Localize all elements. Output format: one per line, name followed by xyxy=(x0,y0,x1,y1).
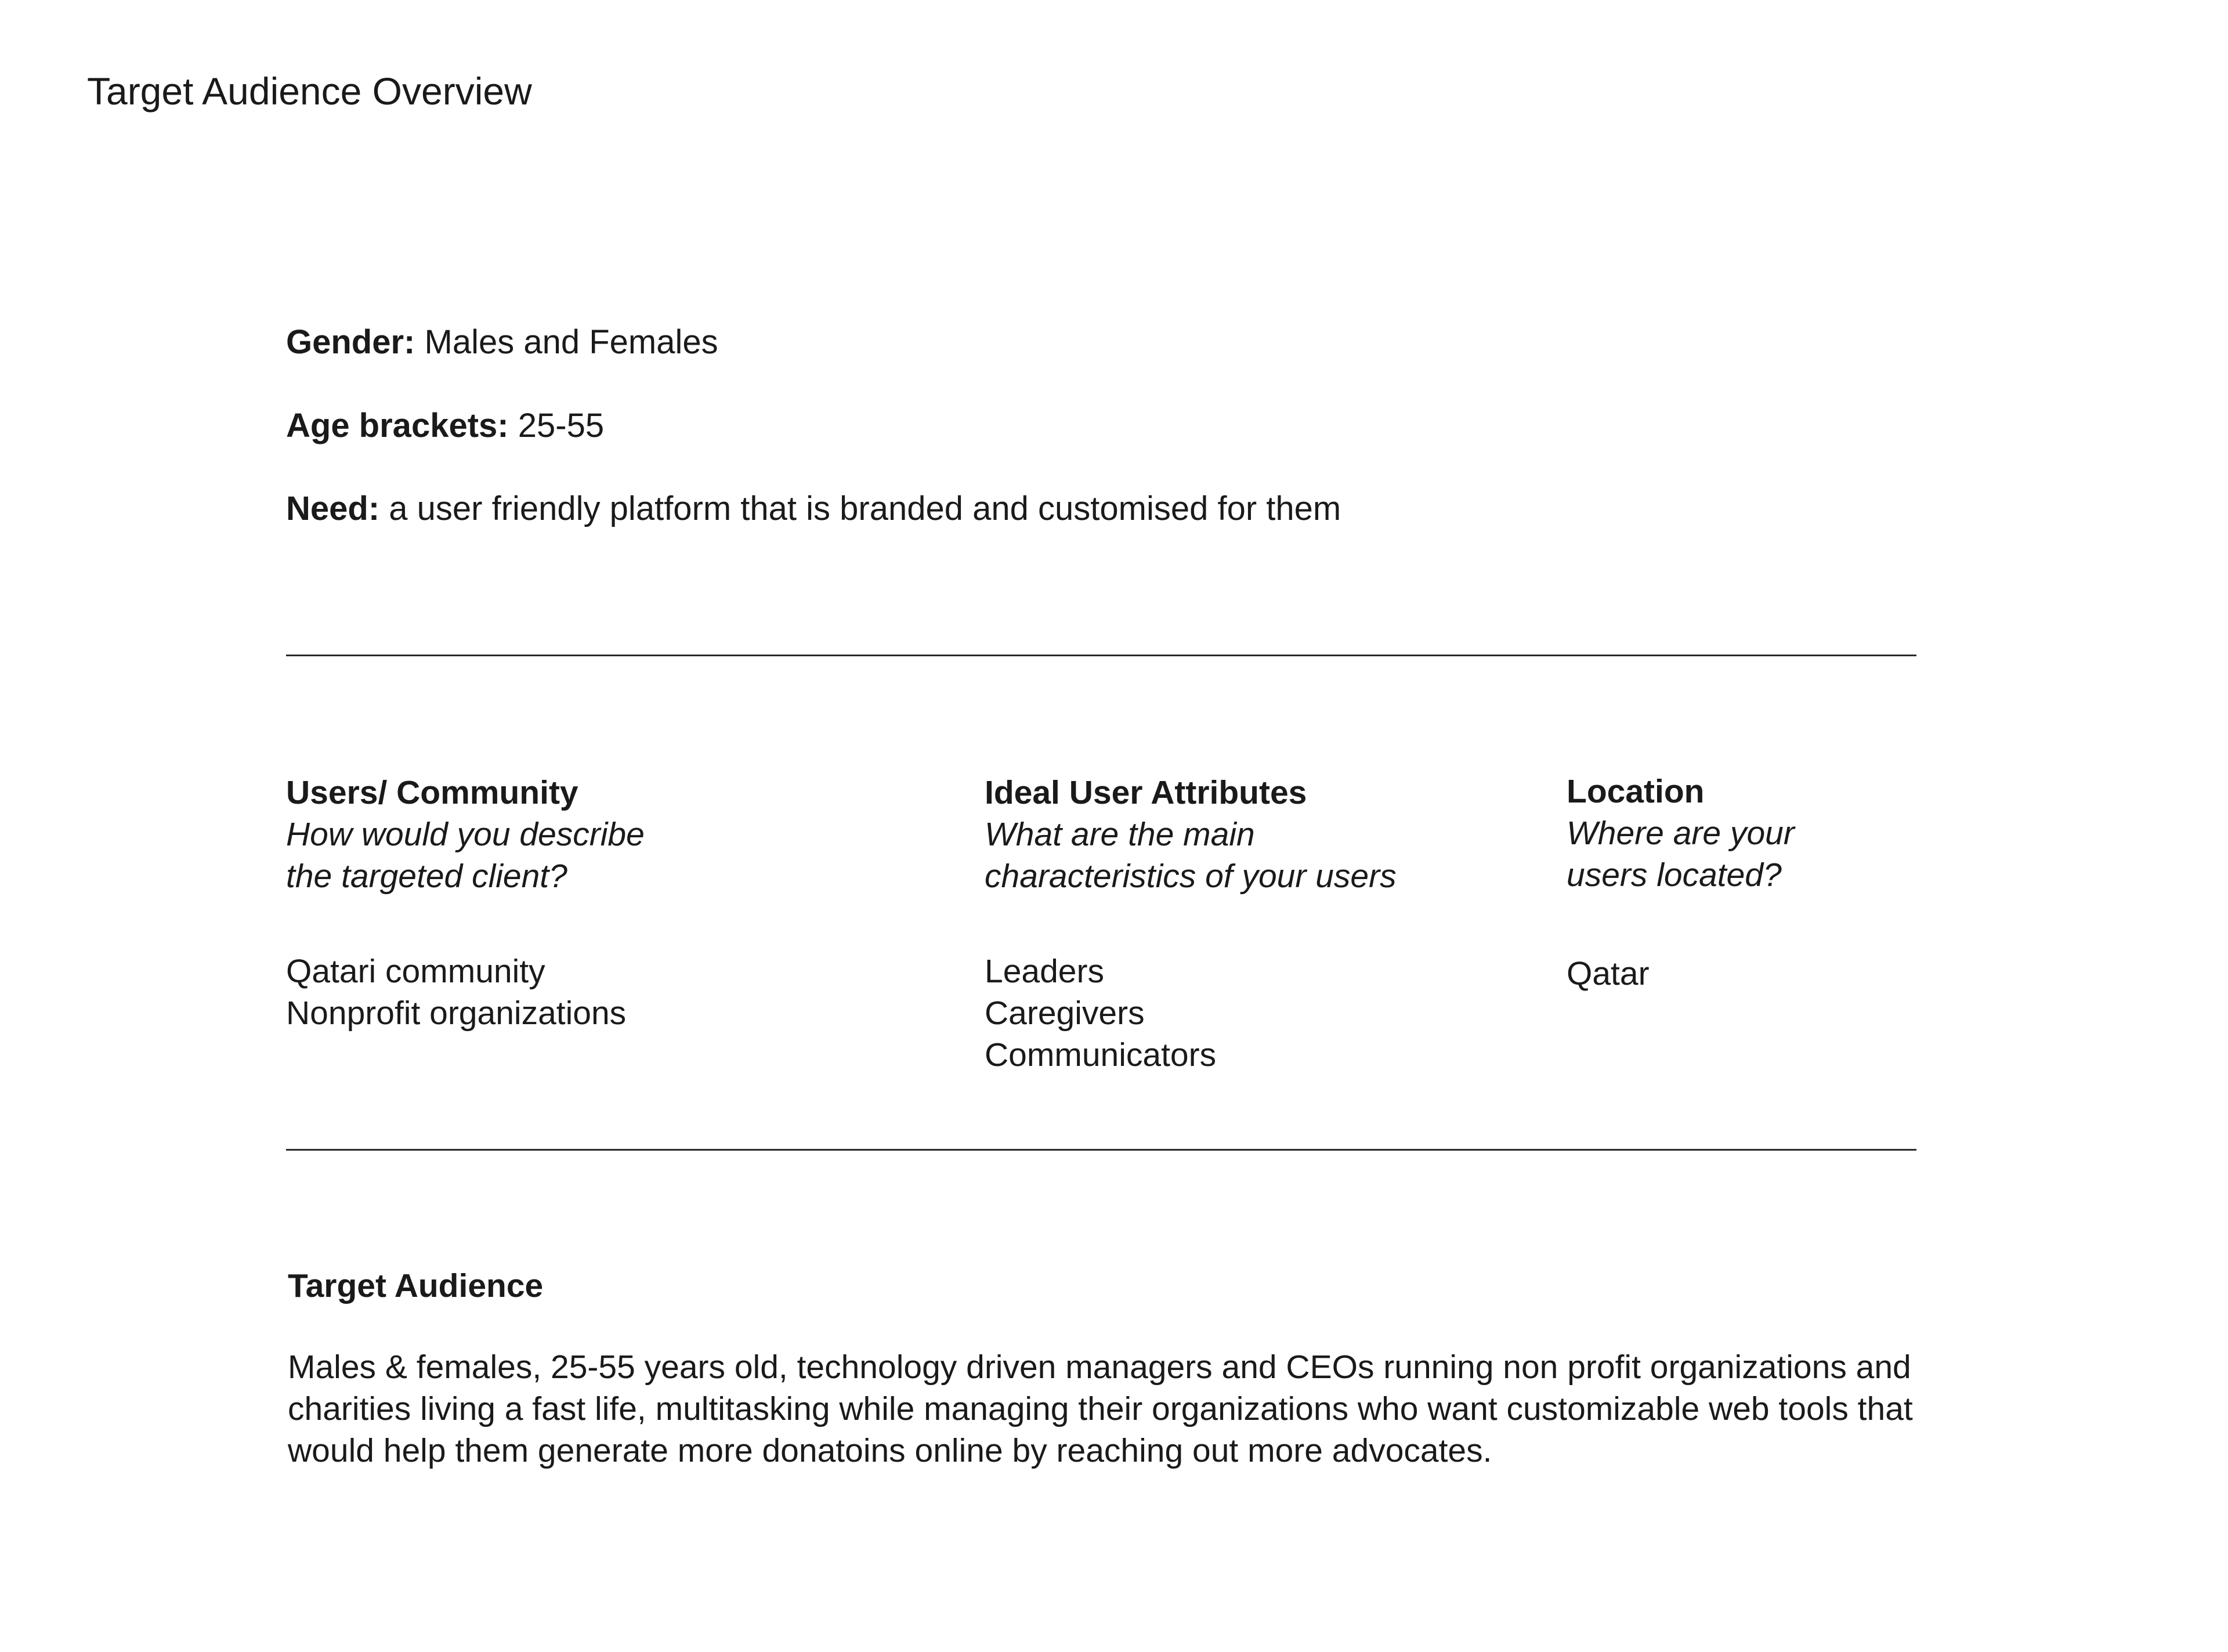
list-item: Leaders xyxy=(985,953,1104,990)
gender-value: Males and Females xyxy=(424,323,718,361)
gender-label: Gender: xyxy=(286,323,415,361)
location-column xyxy=(1567,771,1944,995)
users-question: How would you describe the targeted client? xyxy=(286,816,645,895)
top-divider xyxy=(286,655,1916,656)
list-item: Qatari community xyxy=(286,953,545,990)
attributes-heading: Ideal User Attributes xyxy=(985,774,1307,811)
list-item: Communicators xyxy=(985,1036,1217,1073)
audience-facts xyxy=(286,322,1969,572)
gender-fact xyxy=(286,322,1969,363)
target-audience-description: Males & females, 25-55 years old, technology driven managers and CEOs running non profit organizations and charities living a fast life, multitasking while managing their organizations who want customizable web tools that would help them generate more donatoins online by reaching out more advocates. xyxy=(288,1349,1913,1469)
location-list xyxy=(1567,953,1944,995)
users-heading: Users/ Community xyxy=(286,774,578,811)
need-label: Need: xyxy=(286,490,380,528)
location-heading: Location xyxy=(1567,773,1705,810)
age-value: 25-55 xyxy=(518,406,605,444)
age-label: Age brackets: xyxy=(286,406,509,444)
location-question: Where are your users located? xyxy=(1567,815,1795,894)
target-audience-section xyxy=(288,1265,1959,1472)
attributes-question: What are the main characteristics of your users xyxy=(985,816,1397,895)
users-community-column xyxy=(286,772,953,1034)
bottom-divider xyxy=(286,1149,1916,1151)
need-value: a user friendly platform that is branded and customised for them xyxy=(389,490,1341,528)
need-fact xyxy=(286,489,1969,529)
users-list xyxy=(286,950,953,1034)
page-title: Target Audience Overview xyxy=(87,70,532,113)
list-item: Qatar xyxy=(1567,955,1650,992)
list-item: Nonprofit organizations xyxy=(286,995,627,1032)
attributes-list xyxy=(985,950,1536,1076)
ideal-user-attributes-column xyxy=(985,772,1536,1076)
list-item: Caregivers xyxy=(985,995,1145,1032)
target-audience-heading: Target Audience xyxy=(288,1267,544,1304)
age-fact xyxy=(286,406,1969,446)
